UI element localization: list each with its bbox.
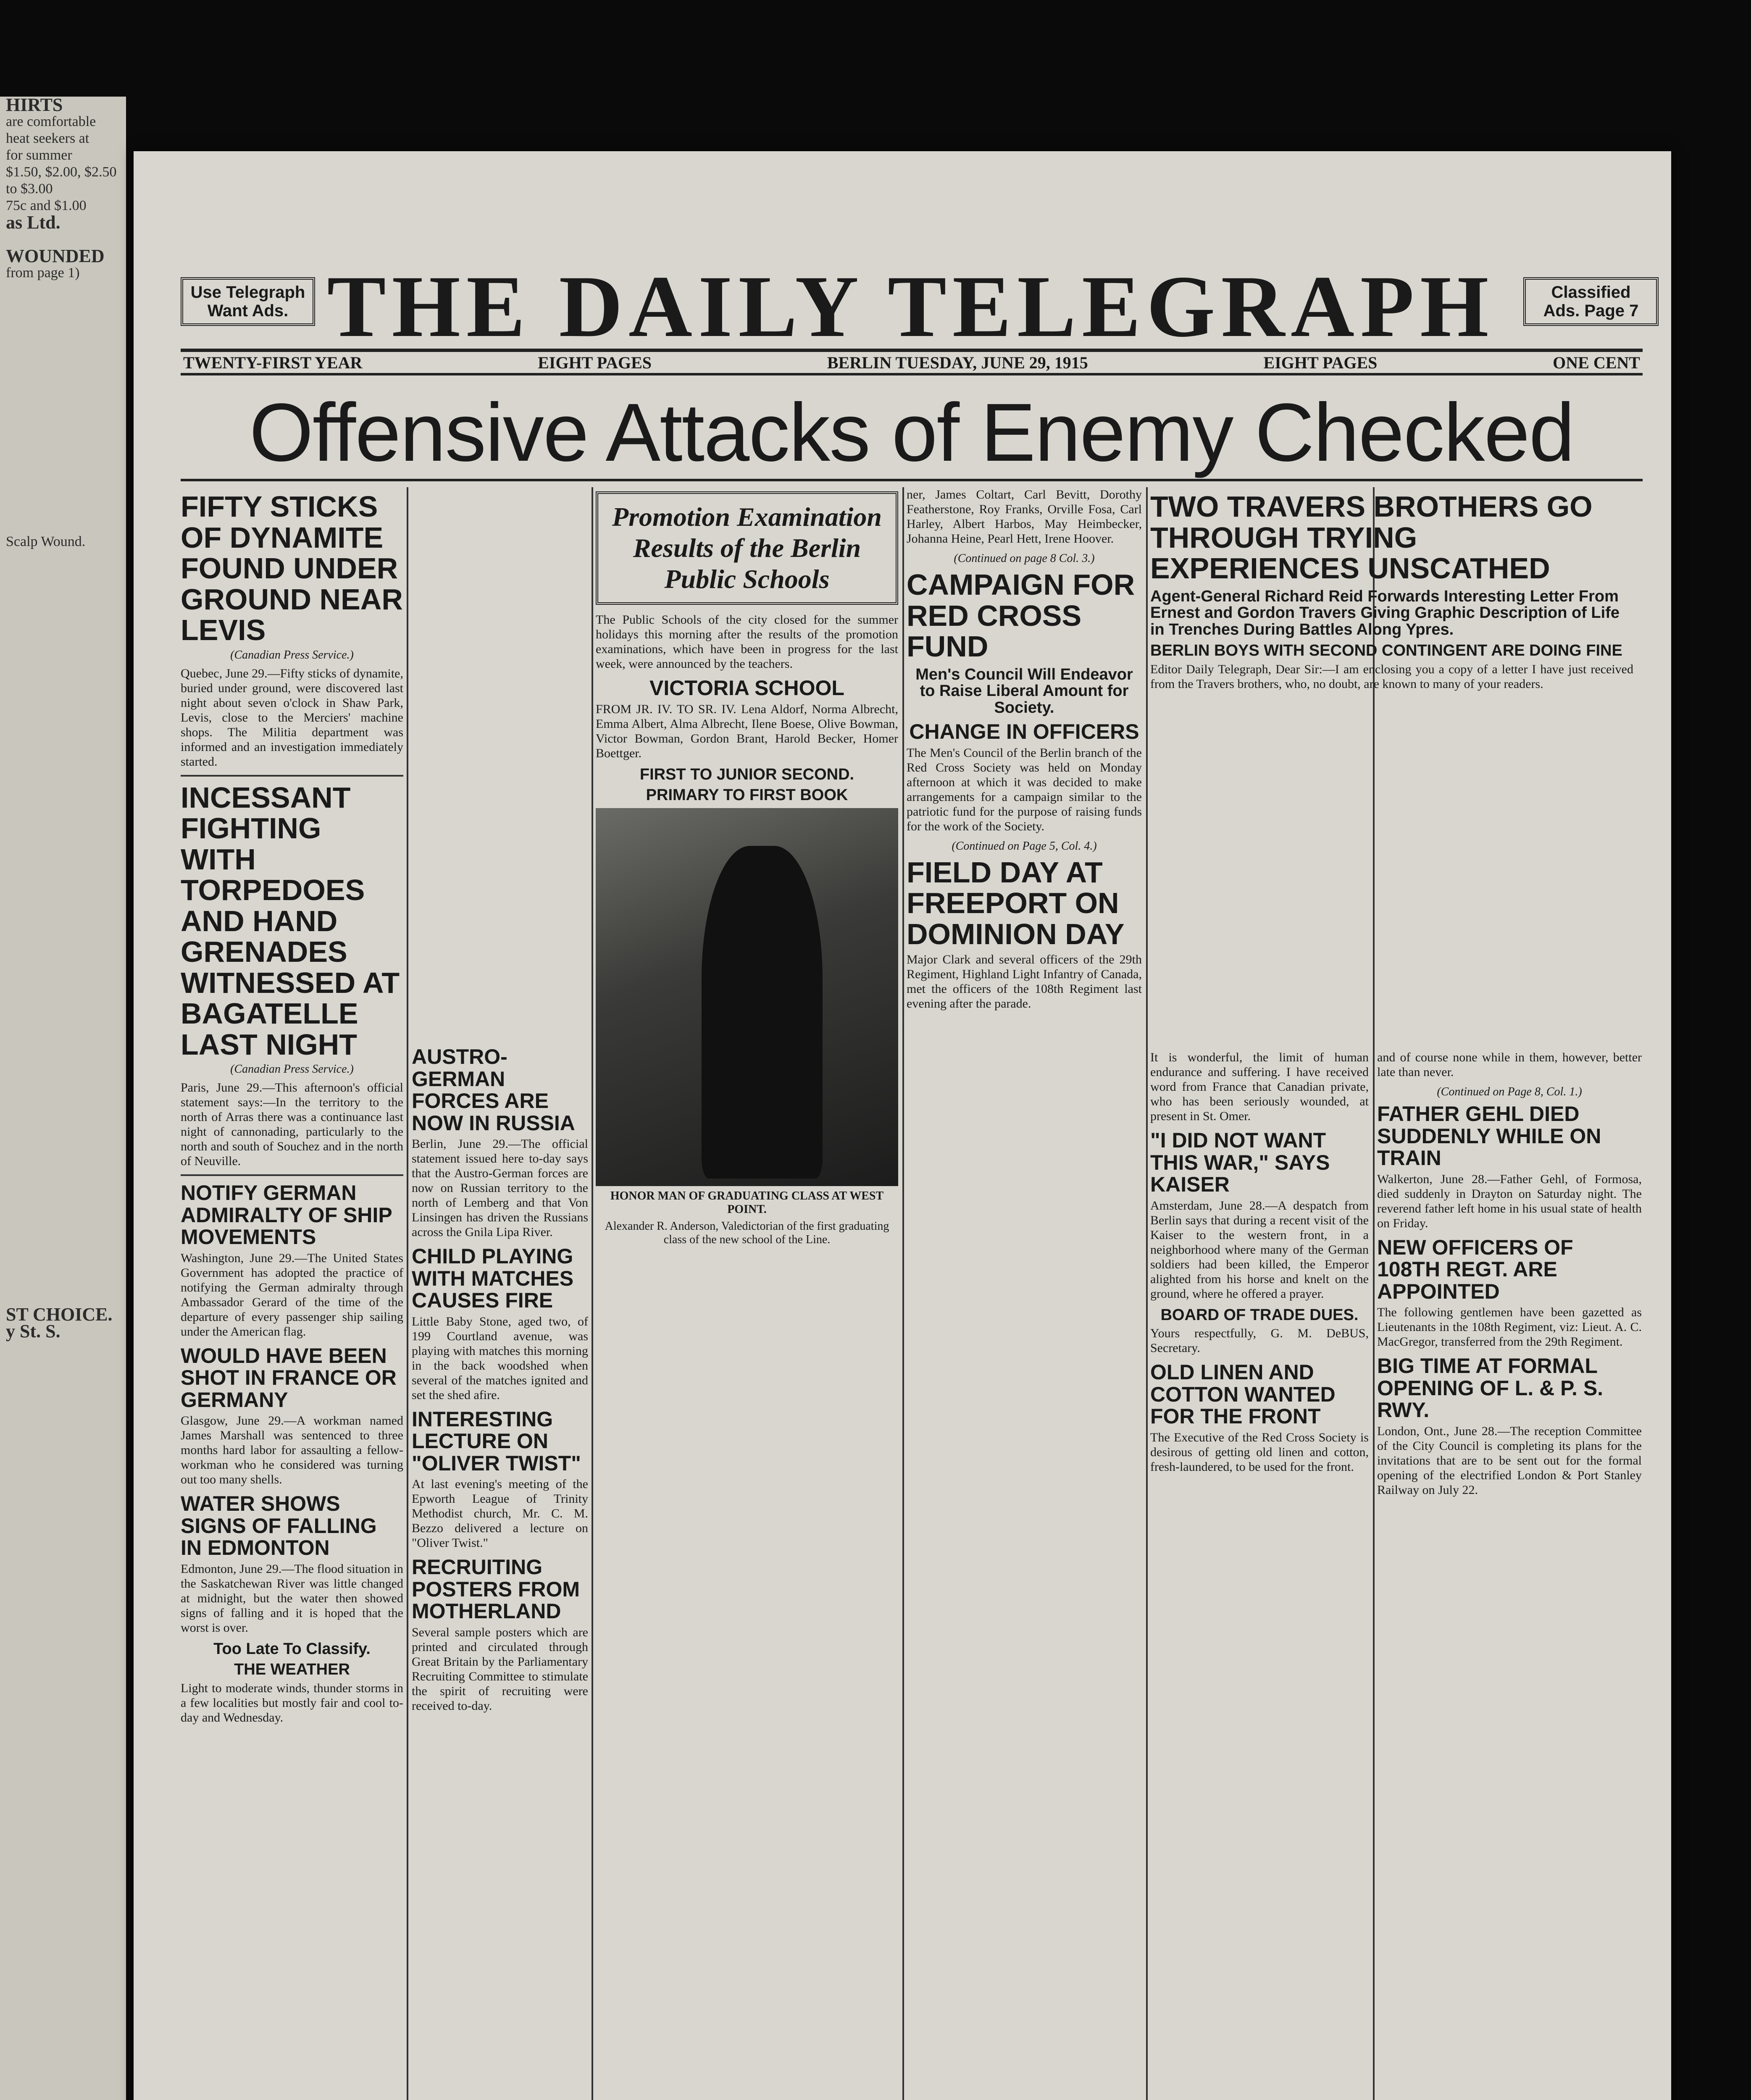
column-rule	[592, 487, 593, 2100]
nameplate: THE DAILY TELEGRAPH	[327, 258, 1495, 355]
headline-posters: RECRUITING POSTERS FROM MOTHERLAND	[412, 1555, 580, 1623]
subhead-red-cross: Men's Council Will Endeavor to Raise Liberal Amount for Society.	[915, 665, 1133, 717]
cadet-figure	[702, 846, 823, 1179]
article-linen: The Executive of the Red Cross Society is desirous of getting old linen and cotton, fresh-laundered, to be used for the front.	[1150, 1430, 1369, 1474]
left-line: ST CHOICE.	[6, 1304, 113, 1325]
column-4	[907, 487, 1142, 2100]
heading-first-to-second: FIRST TO JUNIOR SECOND.	[639, 765, 854, 783]
adjacent-page-strip	[0, 97, 126, 2100]
page-count-left: EIGHT PAGES	[538, 353, 652, 372]
divider	[181, 775, 403, 777]
ear-right: Classified Ads. Page 7	[1523, 277, 1659, 326]
article-kaiser: Amsterdam, June 28.—A despatch from Berlin says that during a recent visit of the Kaiser to the western front, in a neighborhood where many of the German soldiers had been killed, the Emperor alighted from his horse and knelt on the ground, where he offered a prayer.	[1150, 1198, 1369, 1301]
issue-date: BERLIN TUESDAY, JUNE 29, 1915	[827, 353, 1088, 372]
left-line: WOUNDED	[6, 246, 105, 266]
headline-linen: OLD LINEN AND COTTON WANTED FOR THE FRONT	[1150, 1360, 1336, 1428]
headline-big-time: BIG TIME AT FORMAL OPENING OF L. & P. S. RWY.	[1377, 1354, 1604, 1422]
headline-travers: TWO TRAVERS BROTHERS GO THROUGH TRYING EXPERIENCES UNSCATHED	[1150, 490, 1593, 585]
left-line: HIRTS	[6, 97, 63, 115]
photo-caption: HONOR MAN OF GRADUATING CLASS AT WEST POINT.	[610, 1189, 884, 1216]
article-travers-2: It is wonderful, the limit of human endurance and suffering. I have received word from France that Canadian private, who has been seriously wounded, at present in St. Omer.	[1150, 1050, 1369, 1123]
subhead-travers: Agent-General Richard Reid Forwards Interesting Letter From Ernest and Gordon Travers Giving Graphic Description of Life in Trenches During Battles Along Ypres.	[1150, 587, 1620, 639]
headline-red-cross: CAMPAIGN FOR RED CROSS FUND	[907, 568, 1135, 663]
volume-year: TWENTY-FIRST YEAR	[183, 353, 363, 372]
article-new-officers: The following gentlemen have been gazetted as Lieutenants in the 108th Regiment, viz: Lieut. A. C. MacGregor, transferred from the 29th Regiment.	[1377, 1305, 1642, 1349]
column-3	[596, 487, 898, 2100]
signature-debus: Yours respectfully, G. M. DeBUS, Secretary.	[1150, 1326, 1369, 1355]
press-credit: (Canadian Press Service.)	[230, 648, 354, 662]
list-continued: ner, James Coltart, Carl Bevitt, Dorothy Featherstone, Roy Franks, Orville Fosa, Carl Harley, Albert Harbos, May Heimbecker, Johanna Heine, Pearl Hett, Irene Hoover.	[907, 488, 1142, 546]
promotion-title: Promotion Examination Results of the Berlin Public Schools	[612, 502, 882, 594]
headline-new-officers: NEW OFFICERS OF 108TH REGT. ARE APPOINTED	[1377, 1235, 1573, 1303]
left-line: y St. S.	[6, 1321, 60, 1341]
article-red-cross: The Men's Council of the Berlin branch of the Red Cross Society was held on Monday afternoon at which it was decided to make arrangements for a campaign similar to the patriotic fund for the purpose of raising funds for the work of the Society.	[907, 746, 1142, 833]
classified-heading: Too Late To Classify.	[213, 1640, 371, 1658]
column-rule	[1146, 487, 1148, 2100]
left-line: heat seekers at	[6, 131, 89, 146]
heading-victoria-school: VICTORIA SCHOOL	[649, 676, 844, 700]
column-5	[1150, 1050, 1369, 2100]
article-schools: The Public Schools of the city closed for the summer holidays this morning after the results of the promotion examinations, which have been in progress for the last week, were announced by the teachers.	[596, 613, 898, 671]
left-line: to $3.00	[6, 181, 53, 197]
heading-berlin-boys: BERLIN BOYS WITH SECOND CONTINGENT ARE DOING FINE	[1150, 642, 1622, 660]
heading-board-of-trade: BOARD OF TRADE DUES.	[1160, 1306, 1359, 1324]
headline-edmonton: WATER SHOWS SIGNS OF FALLING IN EDMONTON	[181, 1492, 377, 1559]
article-field-day: Major Clark and several officers of the 29th Regiment, Highland Light Infantry of Canada, met the officers of the 108th Regiment last evening after the parade.	[907, 953, 1142, 1011]
divider	[181, 1174, 403, 1176]
column-rule	[902, 487, 904, 2100]
price: ONE CENT	[1553, 353, 1640, 372]
article-admiralty: Washington, June 29.—The United States Government has adopted the practice of notifying the German admiralty through Ambassador Gerard of the time of the departure of every passenger ship sailing under the American flag.	[181, 1251, 403, 1339]
article-edmonton: Edmonton, June 29.—The flood situation in the Saskatchewan River was little changed at midnight, but the water then showed signs of falling and it is hoped that the worst is over.	[181, 1562, 403, 1635]
article-fire: Little Baby Stone, aged two, of 199 Courtland avenue, was playing with matches this morning in the back woodshed when several of the matches ignited and set the shed afire.	[412, 1314, 588, 1402]
article-posters: Several sample posters which are printed and circulated through Great Britain by the Parliamentary Recruiting Committee to stimulate the spirit of recruiting were received to-day.	[412, 1625, 588, 1713]
weather-report: Light to moderate winds, thunder storms in a few localities but mostly fair and cool to-day and Wednesday.	[181, 1681, 403, 1725]
newspaper-page	[134, 151, 1671, 2100]
article-travers-end: and of course none while in them, however, better late than never.	[1377, 1050, 1642, 1079]
promo-box	[596, 491, 898, 605]
heading-primary: PRIMARY TO FIRST BOOK	[646, 786, 848, 804]
headline-dynamite: FIFTY STICKS OF DYNAMITE FOUND UNDER GROUND NEAR LEVIS	[181, 490, 403, 646]
article-russia: Berlin, June 29.—The official statement issued here to-day says that the Austro-German forces are now on Russian territory to the north of Lemberg and that Von Linsingen has driven the Russians across the Gnila Lipa River.	[412, 1137, 588, 1239]
press-credit: (Canadian Press Service.)	[230, 1063, 354, 1076]
headline-lecture: INTERESTING LECTURE ON "OLIVER TWIST"	[412, 1407, 581, 1475]
column-1	[181, 487, 403, 2100]
page-count-right: EIGHT PAGES	[1263, 353, 1378, 372]
headline-bagatelle: INCESSANT FIGHTING WITH TORPEDOES AND HAND GRENADES WITNESSED AT BAGATELLE LAST NIGHT	[181, 781, 400, 1061]
headline-russia: AUSTRO-GERMAN FORCES ARE NOW IN RUSSIA	[412, 1045, 575, 1135]
article-dynamite: Quebec, June 29.—Fifty sticks of dynamite, buried under ground, were discovered last night about seven o'clock in Shaw Park, Levis, close to the Merciers' machine shops. The Militia department was informed and an investigation immediately started.	[181, 666, 403, 769]
article-father-gehl: Walkerton, June 28.—Father Gehl, of Formosa, died suddenly in Drayton on Saturday night. The reverend father left home in his usual state of health on Friday.	[1377, 1172, 1642, 1230]
heading-officers: CHANGE IN OFFICERS	[909, 720, 1139, 744]
list-victoria: FROM JR. IV. TO SR. IV. Lena Aldorf, Norma Albrecht, Emma Albert, Alma Albrecht, Ilene Boese, Olive Bowman, Victor Bowman, Gordon Brant, Harold Becker, Homer Boettger.	[596, 702, 898, 760]
headline-kaiser: "I DID NOT WANT THIS WAR," SAYS KAISER	[1150, 1129, 1330, 1196]
column-6	[1377, 1050, 1642, 2100]
headline-shot: WOULD HAVE BEEN SHOT IN FRANCE OR GERMANY	[181, 1344, 397, 1412]
left-line: as Ltd.	[6, 212, 60, 233]
column-2	[412, 1042, 588, 2100]
banner-headline: Offensive Attacks of Enemy Checked	[181, 386, 1643, 481]
article-bagatelle: Paris, June 29.—This afternoon's official statement says:—In the territory to the north of Arras there was a continuance last night of cannonading, particularly to the north and south of Souchez and in the north of Neuville.	[181, 1081, 403, 1168]
article-lecture: At last evening's meeting of the Epworth League of Trinity Methodist church, Mr. C. M. Bezzo delivered a lecture on "Oliver Twist."	[412, 1477, 588, 1550]
left-line: $1.50, $2.00, $2.50	[6, 164, 117, 180]
article-shot: Glasgow, June 29.—A workman named James Marshall was sentenced to three months hard labor for assaulting a fellow-workman who he considered was turning out too many shells.	[181, 1414, 403, 1486]
headline-father-gehl: FATHER GEHL DIED SUDDENLY WHILE ON TRAIN	[1377, 1102, 1601, 1170]
left-line: Scalp Wound.	[6, 534, 86, 549]
photo-subcaption: Alexander R. Anderson, Valedictorian of the first graduating class of the new school of the Line.	[605, 1220, 889, 1247]
photo-west-point	[596, 808, 898, 1186]
continuation-note: (Continued on page 8 Col. 3.)	[954, 552, 1095, 565]
left-line: for summer	[6, 147, 72, 163]
continuation-note: (Continued on Page 8, Col. 1.)	[1437, 1085, 1582, 1098]
continuation-note: (Continued on Page 5, Col. 4.)	[952, 839, 1097, 853]
headline-admiralty: NOTIFY GERMAN ADMIRALTY OF SHIP MOVEMENTS	[181, 1181, 392, 1249]
dateline	[181, 349, 1643, 375]
weather-heading: THE WEATHER	[234, 1661, 350, 1679]
left-line: are comfortable	[6, 114, 96, 129]
headline-field-day: FIELD DAY AT FREEPORT ON DOMINION DAY	[907, 856, 1125, 950]
column-5-top	[1150, 487, 1633, 1042]
column-rule	[407, 487, 408, 2100]
left-line: 75c and $1.00	[6, 198, 87, 213]
headline-fire: CHILD PLAYING WITH MATCHES CAUSES FIRE	[412, 1244, 574, 1312]
left-line: from page 1)	[6, 265, 80, 281]
ear-left: Use Telegraph Want Ads.	[181, 277, 315, 326]
article-big-time: London, Ont., June 28.—The reception Committee of the City Council is completing its plans for the invitations that are to be sent out for the formal opening of the electrified London & Port Stanley Railway on July 22.	[1377, 1424, 1642, 1497]
article-travers-1: Editor Daily Telegraph, Dear Sir:—I am enclosing you a copy of a letter I have just received from the Travers brothers, who, no doubt, are known to many of your readers.	[1150, 662, 1633, 691]
